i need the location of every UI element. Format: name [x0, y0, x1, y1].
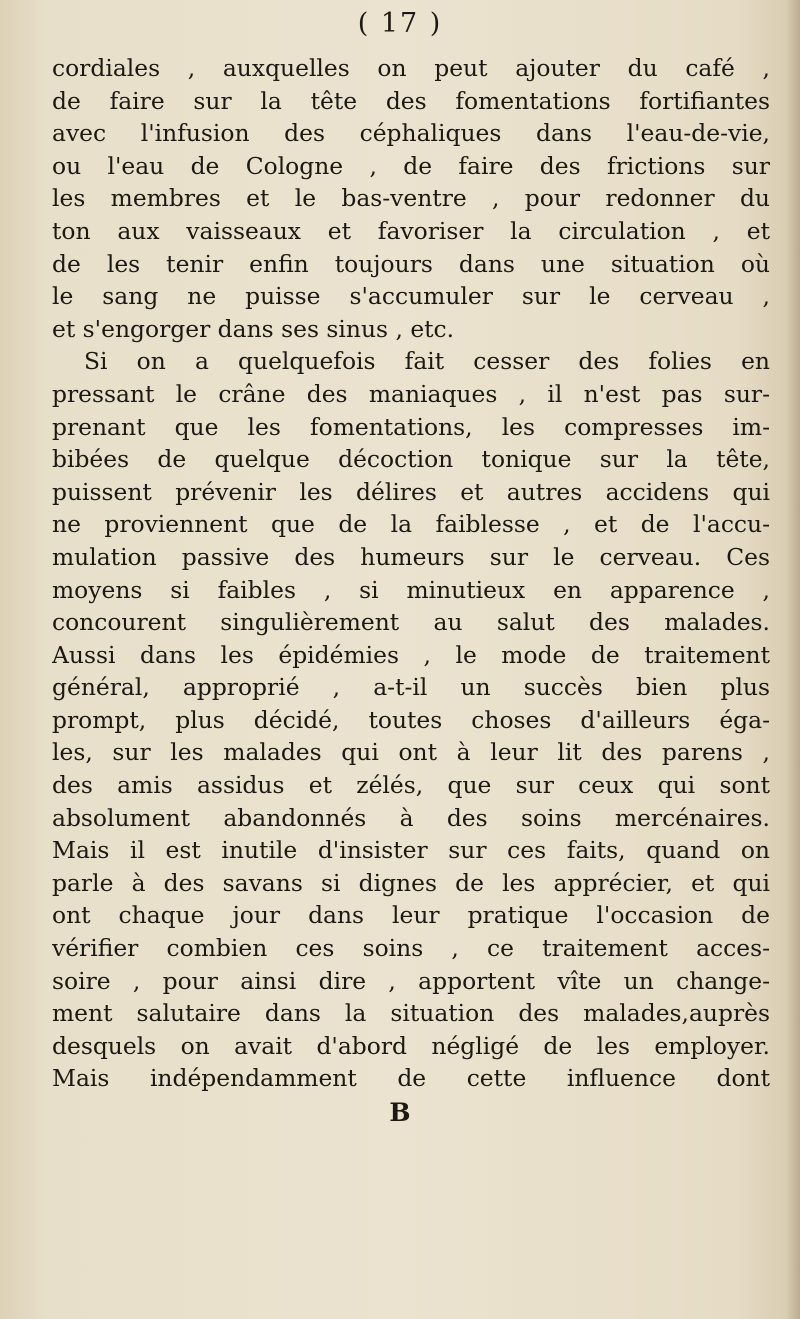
- text-line: ne proviennent que de la faiblesse , et de l'accu-: [52, 510, 770, 539]
- signature-mark: B: [389, 1098, 411, 1127]
- text-line: Mais il est inutile d'insister sur ces faits, quand on: [52, 836, 770, 865]
- text-line: prompt, plus décidé, toutes choses d'ailleurs éga-: [52, 705, 770, 734]
- text-line: mulation passive des humeurs sur le cerveau. Ces: [52, 542, 770, 571]
- text-line: le sang ne puisse s'accumuler sur le cerveau ,: [52, 282, 770, 311]
- paragraph-start-line: Si on a quelquefois fait cesser des folies en: [84, 347, 770, 376]
- page-number: ( 17 ): [357, 8, 443, 39]
- text-line: prenant que les fomentations, les compresses im-: [52, 412, 770, 441]
- text-line: ont chaque jour dans leur pratique l'occasion de: [52, 901, 770, 930]
- text-line: les, sur les malades qui ont à leur lit des parens ,: [52, 738, 770, 767]
- paragraph-end-line: et s'engorger dans ses sinus , etc.: [52, 314, 455, 343]
- text-line: de les tenir enfin toujours dans une situation où: [52, 249, 770, 278]
- text-line: absolument abandonnés à des soins mercénaires.: [52, 803, 770, 832]
- text-line: moyens si faibles , si minutieux en apparence ,: [52, 575, 770, 604]
- text-line: soire , pour ainsi dire , apportent vîte un change-: [52, 966, 770, 995]
- text-line: pressant le crâne des maniaques , il n'est pas sur-: [52, 379, 770, 408]
- text-line: Aussi dans les épidémies , le mode de traitement: [52, 640, 770, 669]
- text-line: cordiales , auxquelles on peut ajouter du café ,: [52, 54, 770, 82]
- text-line: desquels on avait d'abord négligé de les employer.: [52, 1031, 770, 1060]
- text-line: des amis assidus et zélés, que sur ceux qui sont: [52, 771, 770, 800]
- text-line: bibées de quelque décoction tonique sur la tête,: [52, 445, 770, 474]
- text-line: avec l'infusion des céphaliques dans l'eau-de-vie,: [52, 119, 770, 148]
- text-line: vérifier combien ces soins , ce traitement acces-: [52, 934, 770, 963]
- text-line: ou l'eau de Cologne , de faire des frictions sur: [52, 151, 770, 180]
- text-line: de faire sur la tête des fomentations fortifiantes: [52, 86, 770, 115]
- text-line: Mais indépendamment de cette influence dont: [52, 1064, 770, 1093]
- text-line: puissent prévenir les délires et autres accidens qui: [52, 477, 770, 506]
- body-text: [52, 52, 770, 1095]
- text-line: parle à des savans si dignes de les apprécier, et qui: [52, 868, 770, 897]
- text-line: ment salutaire dans la situation des malades,auprès: [52, 999, 770, 1028]
- text-line: concourent singulièrement au salut des malades.: [52, 608, 770, 637]
- text-line: général, approprié , a-t-il un succès bien plus: [52, 673, 770, 702]
- text-line: ton aux vaisseaux et favoriser la circulation , et: [52, 216, 770, 245]
- text-line: les membres et le bas-ventre , pour redonner du: [52, 184, 770, 213]
